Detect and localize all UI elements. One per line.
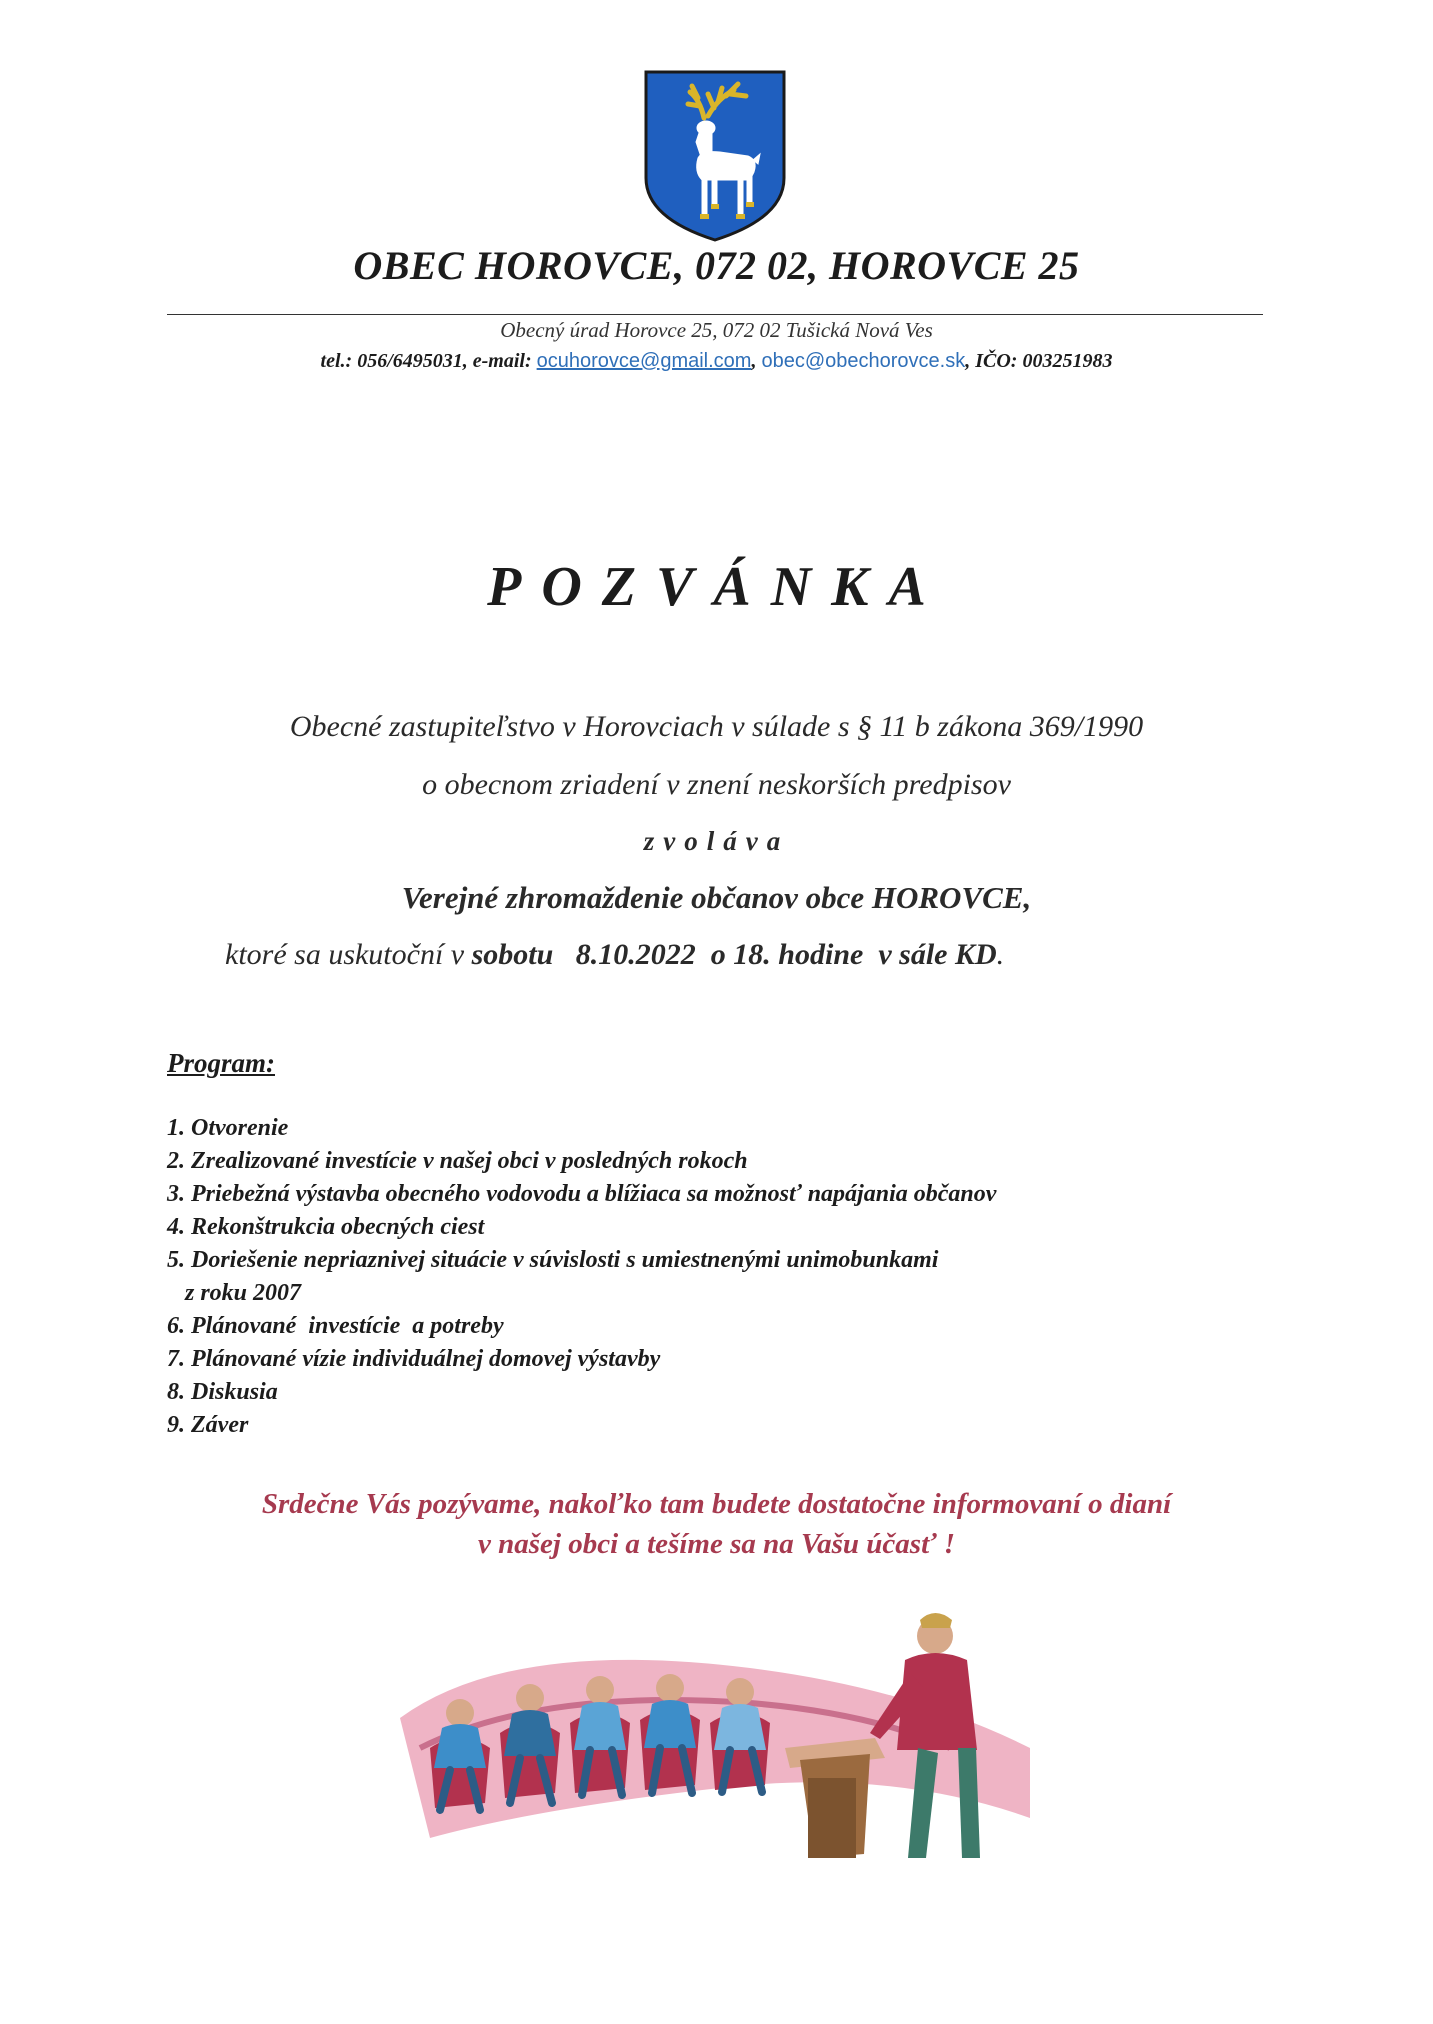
meeting-datetime	[225, 938, 1004, 972]
contact-separator: ,	[751, 350, 762, 372]
closing-message	[0, 1484, 1433, 1564]
assembly-name: Verejné zhromaždenie občanov obce HOROVCE,	[401, 880, 1032, 915]
list-item: 8. Diskusia	[167, 1379, 278, 1405]
email-link-ocuhorovce[interactable]: ocuhorovce@gmail.com	[536, 350, 752, 372]
intro-line-2: o obecnom zriadení v znení neskorších predpisov	[422, 768, 1011, 801]
list-item: 7. Plánované vízie individuálnej domovej výstavby	[167, 1346, 661, 1372]
office-address: Obecný úrad Horovce 25, 072 02 Tušická Nová Ves	[500, 318, 933, 342]
program-list	[167, 1112, 1267, 1442]
program-heading: Program:	[167, 1048, 275, 1078]
ico-label: , IČO: 003251983	[965, 350, 1113, 372]
list-item: 1. Otvorenie	[167, 1115, 289, 1141]
contact-line	[0, 350, 1433, 373]
list-item: 5. Doriešenie nepriaznivej situácie v súvislosti s umiestnenými unimobunkami z roku 2007	[167, 1247, 939, 1306]
convenes-word: zvoláva	[643, 826, 790, 856]
town-meeting-clipart-icon	[390, 1598, 1040, 1868]
list-item: 2. Zrealizované investície v našej obci v posledných rokoch	[167, 1148, 748, 1174]
list-item: 9. Záver	[167, 1412, 249, 1438]
intro-line-1: Obecné zastupiteľstvo v Horovciach v súlade s § 11 b zákona 369/1990	[289, 710, 1144, 743]
closing-line-2: v našej obci a tešíme sa na Vašu účasť !	[477, 1528, 956, 1560]
email-link-obechorovce[interactable]: obec@obechorovce.sk	[761, 350, 966, 372]
when-prefix: ktoré sa uskutoční v	[225, 938, 472, 971]
header-divider	[167, 314, 1263, 315]
deer-coat-of-arms-icon	[642, 68, 788, 244]
list-item: 3. Priebežná výstavba obecného vodovodu a blížiaca sa možnosť napájania občanov	[167, 1181, 997, 1207]
closing-line-1: Srdečne Vás pozývame, nakoľko tam budete dostatočne informovaní o dianí	[261, 1488, 1172, 1520]
invitation-title: POZVÁNKA	[487, 556, 946, 618]
when-details: sobotu 8.10.2022 o 18. hodine v sále KD	[471, 938, 997, 971]
when-suffix: .	[996, 938, 1005, 971]
phone-label: tel.: 056/6495031, e-mail:	[320, 350, 537, 372]
list-item: 6. Plánované investície a potreby	[167, 1313, 504, 1339]
list-item: 4. Rekonštrukcia obecných ciest	[167, 1214, 485, 1240]
municipality-title: OBEC HOROVCE, 072 02, HOROVCE 25	[353, 243, 1080, 288]
